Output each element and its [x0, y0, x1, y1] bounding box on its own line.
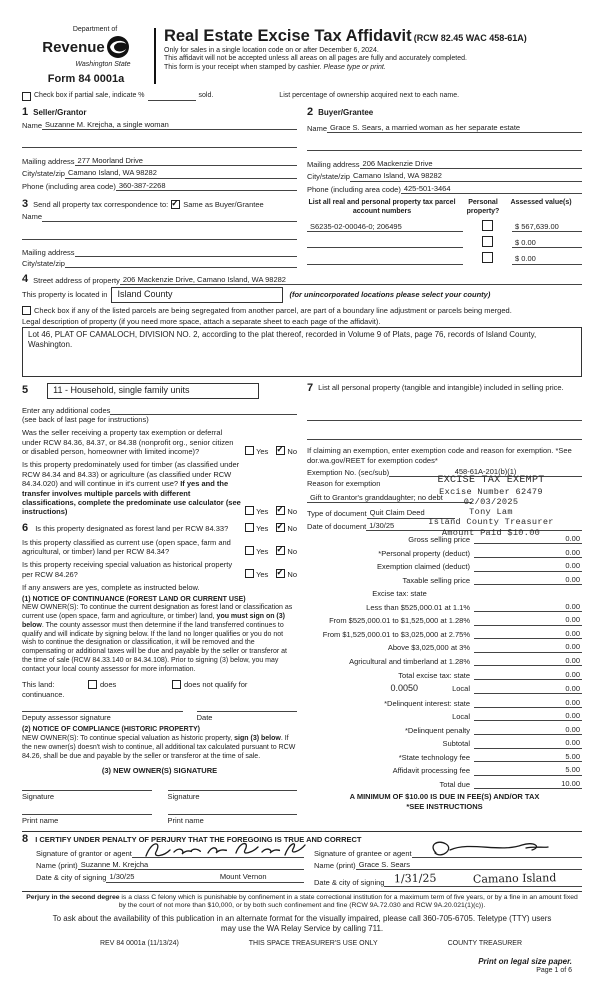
- parcel-row: [307, 220, 582, 232]
- notice-continuance-text: [22, 604, 297, 674]
- assessor-date-field[interactable]: Date: [197, 711, 297, 722]
- corr-name-label: Name: [22, 212, 43, 222]
- parcel-number-field[interactable]: S6235-02-00046-0; 206495: [307, 222, 463, 232]
- predominate-no-checkbox[interactable]: [276, 506, 285, 515]
- tax-line: [307, 765, 582, 775]
- tax-line: [307, 561, 582, 571]
- stamp-line: 02/03/2025: [463, 497, 519, 508]
- tax-line-value[interactable]: 0.00: [474, 602, 582, 612]
- stamp-line: Tony Lam: [469, 507, 513, 518]
- question-tax-exemption: [22, 428, 297, 456]
- tax-line-value[interactable]: 0.00: [474, 670, 582, 680]
- buyer-name-field[interactable]: Grace S. Sears, a married woman as her separate estate: [327, 123, 582, 133]
- local-tax-line: [307, 683, 582, 694]
- tax-line-label: *Delinquent interest: state: [384, 698, 470, 708]
- assessed-value-field[interactable]: $ 567,639.00: [512, 222, 582, 232]
- section-1-number: 1: [22, 105, 29, 118]
- tax-line-label: Total due: [439, 779, 470, 789]
- tax-line-value[interactable]: 0.00: [474, 561, 582, 571]
- accessibility-note: To ask about the availability of this publication in an alternate format for the visually impaired, please call 360-705-6705. Teletype (TTY) users may use the WA Relay Service by calling 711.: [52, 913, 552, 933]
- form-number: Form 84 0001a: [47, 72, 125, 85]
- dor-logo: [22, 26, 150, 87]
- local-rate-value: 0.0050: [390, 683, 419, 694]
- excise-tax-state-heading: Excise tax: state: [372, 589, 427, 599]
- dor-swirl-icon: [106, 35, 130, 61]
- footer-row: [22, 940, 582, 949]
- treasurer-stamp: [402, 475, 580, 538]
- print-note: Print on legal size paper.: [478, 957, 572, 967]
- tax-line-label: Local: [452, 712, 470, 722]
- corr-city-field[interactable]: [65, 259, 297, 268]
- tax-line-label: *Delinquent penalty: [404, 725, 470, 735]
- section-1-seller: [22, 107, 297, 195]
- tax-line-label: Less than $525,000.01 at 1.1%: [366, 602, 470, 612]
- county-select[interactable]: Island County: [111, 287, 283, 302]
- section-4-number: 4: [22, 273, 29, 286]
- type-of-document-field[interactable]: Quit Claim Deed: [367, 508, 455, 518]
- header-note-3-italic: Please type or print.: [323, 64, 386, 72]
- continuance-text-a: NEW OWNER(S): To continue the current designation as forest land or classification as current use (open space, farm and agriculture, or timber) land,: [22, 604, 293, 620]
- tax-line: [307, 738, 582, 748]
- perjury-statement: [22, 894, 582, 911]
- print-note-block: [478, 957, 572, 976]
- personal-property-col-header: Personal property?: [466, 199, 500, 215]
- parcel-table: [307, 199, 582, 268]
- segregated-note: Check box if any of the listed parcels are being segregated from another parcel, are part of a boundary line adjustment or parcels being merged.: [34, 305, 512, 315]
- owner-printname-field-1[interactable]: Print name: [22, 814, 152, 825]
- tax-line: [307, 698, 582, 708]
- stamp-line: Excise Number 62479: [439, 487, 543, 498]
- tax-line-label: Subtotal: [442, 739, 470, 749]
- does-not-checkbox[interactable]: [172, 680, 181, 689]
- logo-state-text: Washington State: [75, 61, 131, 69]
- ownership-note: List percentage of ownership acquired next to each name.: [279, 91, 460, 99]
- buyer-phone-field[interactable]: 425-501-3464: [401, 184, 582, 194]
- section-7-personal-property: [307, 383, 582, 394]
- local-label: Local: [452, 684, 470, 694]
- buyer-phone-label: Phone (including area code): [307, 184, 401, 194]
- grantee-signature-block: [314, 847, 582, 888]
- grantee-name-print-label: Name (print): [314, 860, 356, 870]
- grantee-date-field[interactable]: 1/31/25: [394, 871, 437, 886]
- buyer-mailing-label: Mailing address: [307, 160, 360, 169]
- grantee-sig-label: Signature of grantee or agent: [314, 848, 412, 858]
- located-in-label: This property is located in: [22, 290, 108, 300]
- section-3-number: 3: [22, 198, 29, 211]
- tax-line-label: From $1,525,000.01 to $3,025,000 at 2.75%: [322, 629, 470, 639]
- tax-line: [307, 779, 582, 789]
- tax-line-value[interactable]: 0.00: [474, 684, 582, 694]
- grantor-sig-label: Signature of grantor or agent: [36, 848, 132, 858]
- question-predominate-use: [22, 460, 297, 516]
- legal-description-label: Legal description of property (if you need more space, attach a separate sheet to each page of the affidavit).: [22, 316, 381, 326]
- tax-line-value[interactable]: 0.00: [474, 656, 582, 666]
- segregated-checkbox[interactable]: [22, 306, 31, 315]
- section-4-property: [22, 274, 582, 377]
- yes-label: Yes: [256, 447, 269, 456]
- new-owner-signature-heading: (3) NEW OWNER(S) SIGNATURE: [101, 766, 218, 776]
- footer-divider: [22, 891, 582, 892]
- tax-line-value[interactable]: 0.00: [474, 738, 582, 748]
- tax-line-label: *State technology fee: [398, 752, 470, 762]
- seller-city-label: City/state/zip: [22, 169, 65, 179]
- does-not-label: does not qualify for: [184, 680, 248, 690]
- header-note-3: This form is your receipt when stamped by cashier.: [164, 64, 322, 72]
- county-treasurer-label: COUNTY TREASURER: [447, 939, 522, 947]
- tax-line: [307, 575, 582, 585]
- historical-no-checkbox[interactable]: [276, 569, 285, 578]
- section-2-title: Buyer/Grantee: [318, 107, 374, 117]
- compliance-text-b: . If the new owner(s) doesn't wish to continue, all additional tax calculated pursuant to RCW 84.26, shall be due and payable by the seller or transferor at the time of sale.: [22, 735, 296, 760]
- same-as-buyer-label: Same as Buyer/Grantee: [183, 199, 264, 209]
- see-back-note: (see back of last page for instructions): [22, 414, 149, 424]
- owner-signature-field-2[interactable]: Signature: [168, 790, 298, 801]
- question-historical: [22, 560, 297, 579]
- section-2-buyer: [307, 107, 582, 195]
- personal-property-checkbox-3[interactable]: [482, 252, 493, 263]
- buyer-city-label: City/state/zip: [307, 172, 350, 182]
- no-label: No: [287, 447, 297, 456]
- section-7-number: 7: [307, 382, 314, 395]
- exemption-no-label: Exemption No. (sec/sub): [307, 468, 390, 477]
- perjury-bold: Perjury in the second degree: [26, 894, 120, 901]
- personal-property-list-field-2[interactable]: [307, 431, 582, 440]
- if-yes-note: If any answers are yes, complete as instructed below.: [22, 583, 200, 593]
- seller-phone-field[interactable]: 360-387-2268: [116, 181, 297, 191]
- seller-name-field[interactable]: Suzanne M. Krejcha, a single woman: [42, 120, 297, 130]
- tax-line-label: Agricultural and timberland at 1.28%: [349, 656, 470, 666]
- section-6-number: 6: [22, 521, 29, 534]
- owner-printname-row: [22, 814, 297, 825]
- additional-codes-label: Enter any additional codes: [22, 405, 111, 415]
- question-current-use: [22, 538, 297, 557]
- section-5-number: 5: [22, 384, 29, 397]
- question-tax-exemption-text: Was the seller receiving a property tax exemption or deferral under RCW 84.36, 84.37, or 84.38 (nonprofit org., senior citizen or disabled person, homeowner with limited income)?: [22, 428, 234, 456]
- grantee-date-city-label: Date & city of signing: [314, 877, 385, 887]
- legal-description-field[interactable]: Lot 46, PLAT OF CAMALOCH, DIVISION NO. 2, according to the plat thereof, recorded in Volume 9 of Plats, page 76, records of Island County, Washington.: [22, 327, 582, 377]
- parcel-row: [307, 252, 582, 264]
- section-5-use-code: [22, 383, 297, 398]
- yes-label: Yes: [256, 569, 269, 579]
- corr-name-field[interactable]: [42, 213, 297, 222]
- partial-sale-percent-field[interactable]: [148, 100, 196, 101]
- question-current-use-text: Is this property classified as current use (open space, farm and agricultural, or timber) land per RCW 84.34?: [22, 537, 231, 556]
- tax-line-label: Taxable selling price: [402, 575, 470, 585]
- tax-line-value[interactable]: 5.00: [474, 765, 582, 775]
- exemption-note: If claiming an exemption, enter exemption code and reason for exemption. *See dor.wa.gov/REET for exemption codes*: [307, 446, 572, 465]
- does-checkbox[interactable]: [88, 680, 97, 689]
- stamp-line: Island County Treasurer: [428, 517, 554, 528]
- compliance-text-a: NEW OWNER(S): To continue special valuation as historic property,: [22, 735, 235, 743]
- seller-name2-field[interactable]: [22, 139, 297, 148]
- no-label: No: [287, 569, 297, 579]
- question-predominate-text: Is this property predominately used for timber (as classified under RCW 84.34 and 84.33) or agriculture (as classified under RCW 84.34.020) and will continue in it's current use?: [22, 460, 240, 489]
- seller-city-field[interactable]: Camano Island, WA 98282: [65, 168, 297, 178]
- question-historical-text: Is this property receiving special valuation as historical property per RCW 84.26?: [22, 560, 233, 579]
- buyer-name-label: Name: [307, 123, 328, 133]
- predominate-yes-checkbox[interactable]: [245, 506, 254, 515]
- exemption-no-checkbox[interactable]: [276, 446, 285, 455]
- additional-codes-field[interactable]: [110, 406, 297, 415]
- current-use-no-checkbox[interactable]: [276, 546, 285, 555]
- corr-city-label: City/state/zip: [22, 258, 65, 268]
- tax-line-value[interactable]: 0.00: [474, 534, 582, 544]
- minimum-due-note: A MINIMUM OF $10.00 IS DUE IN FEE(S) AND/OR TAX: [349, 792, 540, 802]
- left-column: [22, 383, 297, 825]
- grantor-signature-block: [36, 847, 304, 888]
- land-use-code-field[interactable]: 11 - Household, single family units: [47, 383, 259, 398]
- tax-line: [307, 711, 582, 721]
- tax-line-value[interactable]: 0.00: [474, 711, 582, 721]
- date-of-document-field[interactable]: 1/30/25: [366, 521, 582, 531]
- tax-line: [307, 548, 582, 558]
- form-title-ref: (RCW 82.45 WAC 458-61A): [413, 33, 527, 43]
- tax-line-value[interactable]: 0.00: [474, 725, 582, 735]
- partial-sale-label: Check box if partial sale, indicate %: [34, 91, 145, 99]
- partial-sale-sold-label: sold.: [198, 91, 214, 99]
- land-qualify-row: [22, 680, 297, 689]
- tax-line-value[interactable]: 0.00: [474, 548, 582, 558]
- tax-line: [307, 752, 582, 762]
- continuance-text-b: . The county assessor must then determine if the land transferred continues to qualify and will indicate by signing below. If the land no longer qualifies or you do not wish to continue the designation or classification, it will be removed and the compensating or additional taxes will be due and payable by the seller or transferor at the time of sale (RCW 84.33.140 or 84.34.108). Prior to signing (3) below, you may contact your local county assessor for more information.: [22, 621, 287, 673]
- tax-line-value[interactable]: 10.00: [474, 779, 582, 789]
- date-of-document-label: Date of document: [307, 521, 367, 531]
- grantor-date-city-label: Date & city of signing: [36, 873, 107, 883]
- corr-mailing-label: Mailing address: [22, 247, 75, 257]
- section-3-correspondence: [22, 199, 297, 268]
- parcel-row: [307, 236, 582, 248]
- stamp-line: Amount Paid $10.00: [441, 527, 541, 538]
- tax-line-label: Total excise tax: state: [398, 670, 470, 680]
- tax-line: [307, 602, 582, 612]
- tax-line-label: Above $3,025,000 at 3%: [387, 643, 470, 653]
- no-label: No: [287, 524, 297, 534]
- perjury-text: is a class C felony which is punishable by confinement in a state correctional institution for a maximum term of five years, or by a fine in an amount fixed by the court of not more than $10,000, or by both such confinement and fine (RCW 9A.72.030 and RCW 9A.20.021(1)(c)).: [118, 894, 578, 910]
- owner-signature-field-1[interactable]: Signature: [22, 790, 152, 801]
- parcel-col-header: List all real and personal property tax parcel account numbers: [308, 199, 456, 215]
- same-as-buyer-checkbox[interactable]: [171, 200, 180, 209]
- grantor-signature-scribble: [140, 838, 308, 862]
- continuance-label: continuance.: [22, 689, 65, 699]
- tax-line: [307, 615, 582, 625]
- section-8-number: 8: [22, 832, 29, 845]
- deputy-assessor-signature-field[interactable]: Deputy assessor signature: [22, 711, 183, 722]
- grantor-date-field[interactable]: 1/30/25: [106, 872, 182, 882]
- forest-no-checkbox[interactable]: [276, 523, 285, 532]
- grantor-city-field[interactable]: Mount Vernon: [182, 872, 304, 882]
- street-address-label: Street address of property: [33, 275, 120, 285]
- tax-line: [307, 629, 582, 639]
- yes-label: Yes: [256, 524, 269, 534]
- reason-exemption-field[interactable]: Gift to Grantor's granddaughter; no debt: [307, 493, 472, 503]
- assessed-value-field[interactable]: $ 0.00: [512, 238, 582, 248]
- owner-printname-field-2[interactable]: Print name: [168, 814, 298, 825]
- tax-line-value[interactable]: 0.00: [474, 629, 582, 639]
- rev-number: REV 84 0001a (11/13/24): [100, 939, 179, 947]
- notice-continuance-heading: (1) NOTICE OF CONTINUANCE (FOREST LAND OR CURRENT USE): [22, 595, 246, 603]
- tax-line: [307, 670, 582, 680]
- partial-sale-checkbox[interactable]: [22, 92, 31, 101]
- exemption-yes-checkbox[interactable]: [245, 446, 254, 455]
- county-note: (for unincorporated locations please select your county): [289, 290, 491, 300]
- notice-compliance-heading: (2) NOTICE OF COMPLIANCE (HISTORIC PROPERTY): [22, 726, 200, 734]
- corr-name2-field[interactable]: [22, 231, 297, 240]
- section-3-text: Send all property tax correspondence to:: [33, 199, 169, 209]
- header-note-1: Only for sales in a single location code on or after December 6, 2024.: [164, 46, 379, 54]
- this-land-label: This land:: [22, 680, 55, 690]
- seller-phone-label: Phone (including area code): [22, 181, 116, 191]
- assessed-value-col-header: Assessed value(s): [510, 199, 572, 207]
- section-7-intro: List all personal property (tangible and intangible) included in selling price.: [318, 383, 564, 393]
- buyer-mailing-field[interactable]: 206 Mackenzie Drive: [360, 159, 582, 169]
- parcel-number-field[interactable]: [307, 256, 463, 265]
- grantee-signature-scribble: [422, 837, 552, 863]
- section-8-divider: [22, 831, 582, 832]
- forest-yes-checkbox[interactable]: [245, 523, 254, 532]
- seller-mailing-label: Mailing address: [22, 157, 75, 166]
- yes-label: Yes: [256, 547, 269, 556]
- personal-property-checkbox-2[interactable]: [482, 236, 493, 247]
- personal-property-checkbox-1[interactable]: [482, 220, 493, 231]
- tax-line-value[interactable]: 0.00: [474, 575, 582, 585]
- header-note-2: This affidavit will not be accepted unless all areas on all pages are fully and accurately completed.: [164, 55, 467, 63]
- seller-name-label: Name: [22, 120, 43, 130]
- tax-line-label: From $525,000.01 to $1,525,000 at 1.28%: [329, 616, 470, 626]
- right-column: [307, 383, 582, 825]
- stamp-line: EXCISE TAX EXEMPT: [437, 475, 545, 487]
- question-predominate-bold: If yes and the transfer involves multiple parcels with different classifications, complete the predominate use calculator (see instructions): [22, 479, 241, 517]
- no-label: No: [287, 547, 297, 556]
- form-title: Real Estate Excise Tax Affidavit: [164, 27, 412, 45]
- street-address-field[interactable]: 206 Mackenzie Drive, Camano Island, WA 98282: [120, 275, 582, 285]
- yes-label: Yes: [256, 507, 269, 517]
- tax-line-label: Affidavit processing fee: [392, 766, 470, 776]
- tax-line-value[interactable]: 5.00: [474, 752, 582, 762]
- exemption-no-field[interactable]: 458-61A-201(b)(1): [389, 467, 582, 477]
- see-instructions-note: *SEE INSTRUCTIONS: [406, 801, 483, 811]
- reason-exemption-label: Reason for exemption: [307, 479, 381, 489]
- tax-line: [307, 656, 582, 666]
- question-forest-text: Is this property designated as forest land per RCW 84.33?: [35, 523, 229, 533]
- tax-line: [307, 725, 582, 735]
- buyer-city-field[interactable]: Camano Island, WA 98282: [350, 171, 582, 181]
- assessed-value-field[interactable]: $ 0.00: [512, 254, 582, 264]
- form-header: [22, 26, 582, 87]
- does-label: does: [100, 680, 117, 690]
- corr-mailing-field[interactable]: [75, 248, 297, 257]
- header-divider: [154, 28, 156, 84]
- grantee-city-field[interactable]: Camano Island: [472, 871, 557, 886]
- logo-revenue-text: Revenue: [42, 38, 105, 56]
- tax-line-label: Exemption claimed (deduct): [377, 562, 470, 572]
- no-label: No: [287, 507, 297, 517]
- compliance-text-bold: sign (3) below: [234, 735, 281, 743]
- seller-mailing-field[interactable]: 277 Moorland Drive: [75, 156, 297, 166]
- buyer-name2-field[interactable]: [307, 142, 582, 151]
- parcel-number-field[interactable]: [307, 239, 463, 248]
- question-forest-land: [22, 523, 297, 534]
- continuance-text-bold: you must sign on (3) below: [22, 613, 285, 629]
- tax-line-label: Gross selling price: [408, 535, 470, 545]
- personal-property-list-field-1[interactable]: [307, 412, 582, 421]
- current-use-yes-checkbox[interactable]: [245, 546, 254, 555]
- grantor-name-print-label: Name (print): [36, 860, 78, 870]
- notice-compliance-text: [22, 735, 297, 761]
- section-2-number: 2: [307, 105, 314, 118]
- grantee-name-print-field[interactable]: Grace S. Sears: [356, 860, 582, 870]
- owner-signature-row: [22, 790, 297, 801]
- tax-line-value[interactable]: 0.00: [474, 615, 582, 625]
- tax-line-value[interactable]: 0.00: [474, 642, 582, 652]
- page-number: Page 1 of 6: [536, 967, 572, 975]
- tax-line: [307, 642, 582, 652]
- tax-line-value[interactable]: 0.00: [474, 698, 582, 708]
- section-1-title: Seller/Grantor: [33, 107, 87, 117]
- logo-dept-text: Department of: [72, 26, 118, 33]
- tax-line-label: *Personal property (deduct): [378, 548, 470, 558]
- assessor-signature-row: [22, 711, 297, 722]
- grantor-name-print-field[interactable]: Suzanne M. Krejcha: [78, 860, 304, 870]
- type-of-document-label: Type of document: [307, 509, 367, 519]
- treasurer-use-only: THIS SPACE TREASURER'S USE ONLY: [248, 939, 378, 947]
- certify-statement: I CERTIFY UNDER PENALTY OF PERJURY THAT THE FOREGOING IS TRUE AND CORRECT: [35, 834, 362, 844]
- historical-yes-checkbox[interactable]: [245, 569, 254, 578]
